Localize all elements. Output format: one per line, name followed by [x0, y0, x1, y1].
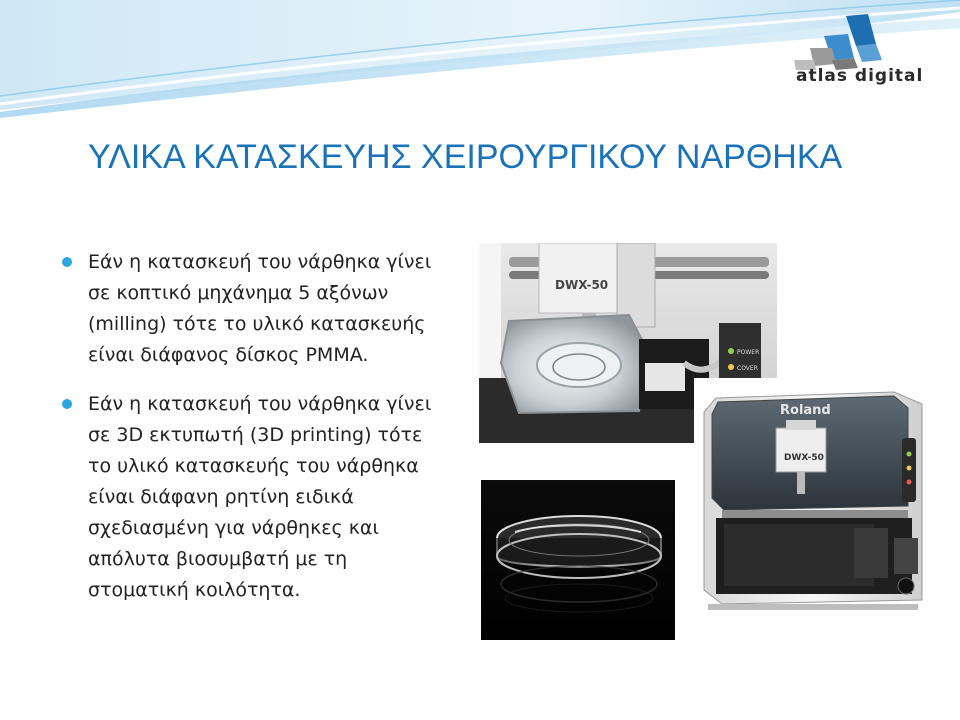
- dwx-label-text: DWX-50: [555, 278, 609, 292]
- roland-brand-text: Roland: [780, 403, 831, 418]
- panel-label-power: POWER: [737, 349, 760, 356]
- bullet-item-3d-printing: [62, 389, 442, 606]
- panel-label-cover: COVER: [737, 365, 758, 372]
- pmma-disc-photo: [481, 480, 675, 640]
- bullet-dot-icon: [62, 399, 72, 409]
- bullet-list: [62, 247, 442, 606]
- bullet-text: Εάν η κατασκευή του νάρθηκα γίνει σε 3D εκτυπωτή (3D printing) τότε το υλικό κατασκευής του νάρθηκα είναι διάφανη ρητίνη ειδικά σχεδιασμένη για νάρθηκες και απόλυτα βιοσυμβατή με τη στοματική κοιλότητα.: [88, 393, 432, 601]
- milling-machine-photo: [694, 378, 931, 613]
- bullet-item-milling: [62, 247, 442, 371]
- logo-text: atlas digital: [796, 66, 924, 86]
- slide-title: ΥΛΙΚΑ ΚΑΤΑΣΚΕΥΗΣ ΧΕΙΡΟΥΡΓΙΚΟΥ ΝΑΡΘΗΚΑ: [88, 138, 843, 176]
- bullet-text: Εάν η κατασκευή του νάρθηκα γίνει σε κοπτικό μηχάνημα 5 αξόνων (milling) τότε το υλικό κατασκευής είναι διάφανος δίσκος PMMA.: [88, 251, 432, 366]
- bullet-dot-icon: [62, 257, 72, 267]
- dwx-model-text: DWX-50: [784, 453, 824, 463]
